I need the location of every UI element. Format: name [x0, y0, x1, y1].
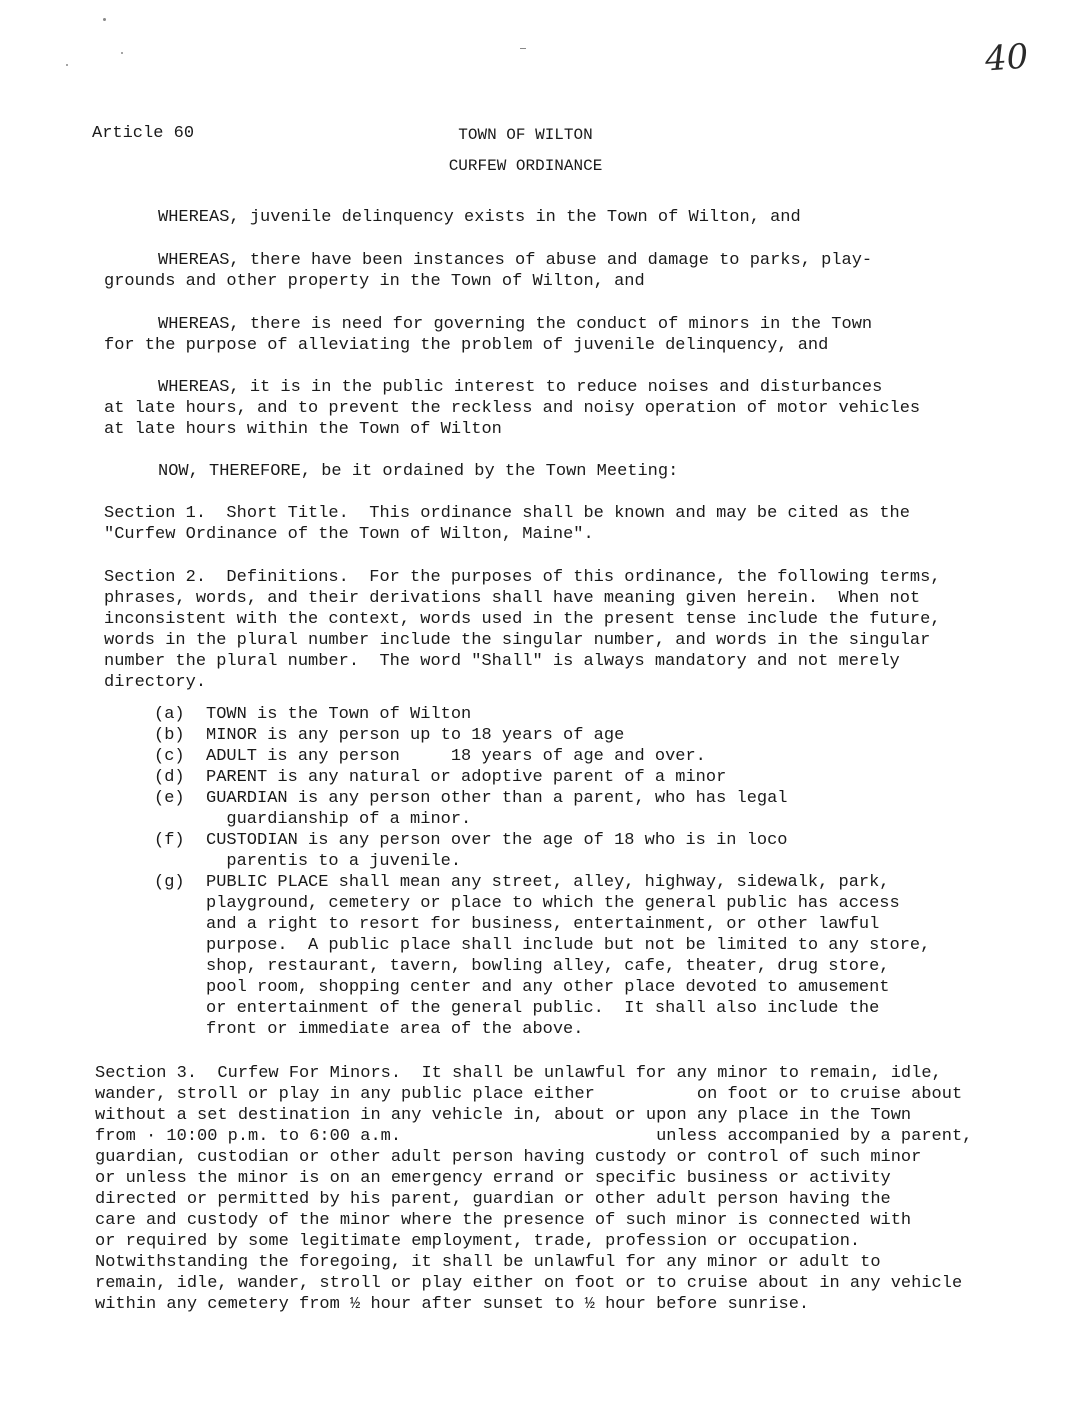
- scan-speck: [66, 64, 68, 66]
- definition-item: [154, 872, 984, 1040]
- definition-marker: (d): [154, 768, 185, 787]
- definition-text: PARENT is any natural or adoptive parent of a minor: [206, 768, 727, 787]
- scan-speck: [121, 52, 123, 54]
- definition-item: [154, 704, 984, 725]
- definition-marker: (a): [154, 705, 185, 724]
- whereas-clause-3: WHEREAS, there is need for governing the conduct of minors in the Town for the purpose of alleviating the problem of juvenile delinquency, and: [104, 315, 873, 355]
- definition-text: CUSTODIAN is any person over the age of 18 who is in loco parentis to a juvenile.: [206, 831, 788, 871]
- definition-text: PUBLIC PLACE shall mean any street, alley, highway, sidewalk, park, playground, cemetery or place to which the general public has access and a right to resort for business, entertainment, or other lawful purpose. A public place shall include but not be limited to any store, shop, restaurant, tavern, bowling alley, cafe, theater, drug store, pool room, shopping center and any other place devoted to amusement or entertainment of the general public. It shall also include the front or immediate area of the above.: [206, 873, 931, 1039]
- section-1-short-title: Section 1. Short Title. This ordinance shall be known and may be cited as the "Curfew Ordinance of the Town of Wilton, Maine".: [104, 504, 910, 544]
- definition-item: [154, 767, 984, 788]
- definition-marker: (f): [154, 831, 185, 850]
- document-title: TOWN OF WILTON: [458, 126, 593, 144]
- definition-text: MINOR is any person up to 18 years of age: [206, 726, 625, 745]
- definition-text: TOWN is the Town of Wilton: [206, 705, 472, 724]
- definition-marker: (e): [154, 789, 185, 808]
- article-label: Article 60: [92, 124, 195, 143]
- section-2-definitions: Section 2. Definitions. For the purposes of this ordinance, the following terms, phrases, words, and their derivations shall have meaning given herein. When not inconsistent with the context, words used in the present tense include the future, words in the plural number include the singular number, and words in the singular number the plural number. The word "Shall" is always mandatory and not merely directory.: [104, 568, 941, 692]
- definition-marker: (b): [154, 726, 185, 745]
- definitions-list: [154, 704, 984, 1040]
- handwritten-page-number: 40: [983, 36, 1030, 80]
- definition-marker: (c): [154, 747, 185, 766]
- whereas-clause-1: WHEREAS, juvenile delinquency exists in the Town of Wilton, and: [158, 208, 801, 227]
- scan-speck: [103, 18, 106, 21]
- definition-item: [154, 788, 984, 830]
- definition-marker: (g): [154, 873, 185, 892]
- document-subtitle: CURFEW ORDINANCE: [448, 157, 603, 175]
- scan-speck: [520, 48, 526, 49]
- definition-item: [154, 725, 984, 746]
- definition-text: GUARDIAN is any person other than a parent, who has legal guardianship of a minor.: [206, 789, 788, 829]
- enacting-clause: NOW, THEREFORE, be it ordained by the Town Meeting:: [158, 462, 679, 481]
- definition-item: [154, 830, 984, 872]
- definition-text: ADULT is any person 18 years of age and over.: [206, 747, 706, 766]
- definition-item: [154, 746, 984, 767]
- whereas-clause-2: WHEREAS, there have been instances of abuse and damage to parks, play- grounds and other property in the Town of Wilton, and: [104, 251, 873, 291]
- whereas-clause-4: WHEREAS, it is in the public interest to reduce noises and disturbances at late hours, and to prevent the reckless and noisy operation of motor vehicles at late hours within the Town of Wilton: [104, 378, 921, 439]
- section-3-curfew-for-minors: Section 3. Curfew For Minors. It shall be unlawful for any minor to remain, idle, wander, stroll or play in any public place either on foot or to cruise about without a set destination in any vehicle in, about or upon any place in the Town from · 10:00 p.m. to 6:00 a.m. unless accompanied by a parent, guardian, custodian or other adult person having custody or control of such minor or unless the minor is on an emergency errand or specific business or activity directed or permitted by his parent, guardian or other adult person having the care and custody of the minor where the presence of such minor is connected with or required by some legitimate employment, trade, profession or occupation. Notwithstanding the foregoing, it shall be unlawful for any minor or adult to remain, idle, wander, stroll or play either on foot or to cruise about in any vehicle within any cemetery from ½ hour after sunset to ½ hour before sunrise.: [95, 1064, 973, 1314]
